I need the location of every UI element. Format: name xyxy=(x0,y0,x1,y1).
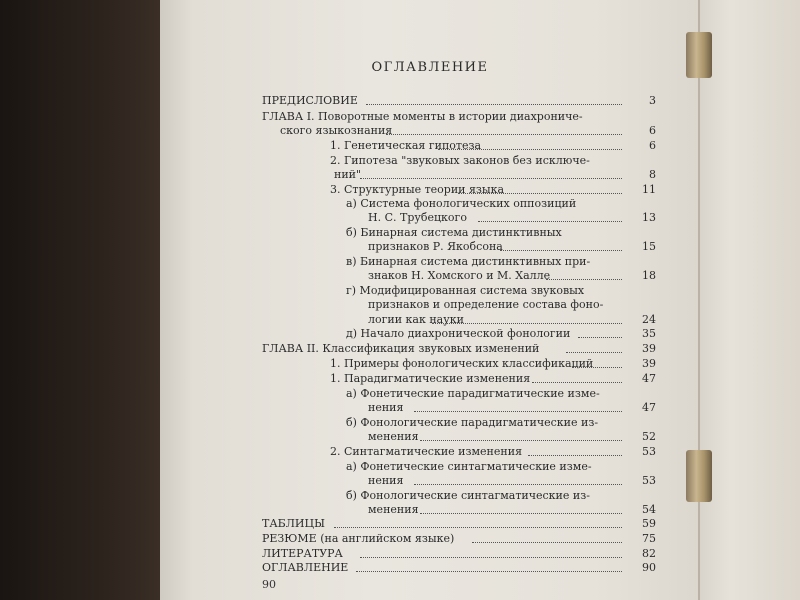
dot-leader xyxy=(334,526,622,528)
dot-leader xyxy=(500,249,622,251)
toc-entry-page: 47 xyxy=(642,372,656,385)
toc-entry-text: д) Начало диахронической фонологии xyxy=(346,327,571,340)
toc-entry-page: 3 xyxy=(649,94,656,107)
toc-entry-text: б) Фонологические парадигматические из- xyxy=(346,416,599,429)
dot-leader xyxy=(414,483,622,485)
toc-entry-text: б) Бинарная система дистинктивных xyxy=(346,226,562,239)
dot-leader xyxy=(472,541,622,543)
toc-entry-text: г) Модифицированная система звуковых xyxy=(346,284,585,297)
toc-entry-text: нения xyxy=(368,474,404,487)
dot-leader xyxy=(546,278,622,280)
toc-entry-text: 3. Структурные теории языка xyxy=(330,183,505,196)
toc-entry-page: 47 xyxy=(642,401,656,414)
dot-leader xyxy=(414,410,622,412)
toc-entry-page: 39 xyxy=(642,342,656,355)
toc-entry-text: ГЛАВА I. Поворотные моменты в истории диахрониче- xyxy=(262,110,583,123)
toc-entry-text: знаков Н. Хомского и М. Халле xyxy=(368,269,551,282)
toc-entry-page: 53 xyxy=(642,445,656,458)
toc-entry-page: 59 xyxy=(642,517,656,530)
toc-entry-page: 35 xyxy=(642,327,656,340)
toc-entry-text: ГЛАВА II. Классификация звуковых изменений xyxy=(262,342,540,355)
toc-entry-text: признаков и определение состава фоно- xyxy=(368,298,604,311)
toc-entry-text: а) Фонетические синтагматические изме- xyxy=(346,460,592,473)
dot-leader xyxy=(386,133,622,135)
page-number: 90 xyxy=(262,578,276,591)
toc-entry-text: 1. Генетическая гипотеза xyxy=(330,139,482,152)
toc-entry-text: 1. Примеры фонологических классификаций xyxy=(330,357,594,370)
dot-leader xyxy=(438,148,622,150)
dot-leader xyxy=(356,570,622,572)
dot-leader xyxy=(478,220,622,222)
toc-entry-text: ТАБЛИЦЫ xyxy=(262,517,325,530)
toc-entry-page: 24 xyxy=(642,313,656,326)
toc-entry-page: 75 xyxy=(642,532,656,545)
dot-leader xyxy=(458,192,622,194)
toc-heading: ОГЛАВЛЕНИЕ xyxy=(371,60,489,75)
dot-leader xyxy=(366,103,622,105)
toc-entry-text: а) Фонетические парадигматические изме- xyxy=(346,387,600,400)
toc-entry-text: менения xyxy=(368,430,419,443)
toc-entry-page: 53 xyxy=(642,474,656,487)
dot-leader xyxy=(420,439,622,441)
dot-leader xyxy=(420,512,622,514)
toc-entry-text: ний" xyxy=(334,168,362,181)
toc-entry-text: в) Бинарная система дистинктивных при- xyxy=(346,255,591,268)
toc-entry-text: нения xyxy=(368,401,404,414)
toc-entry-text: ПРЕДИСЛОВИЕ xyxy=(262,94,358,107)
toc-entry-page: 90 xyxy=(642,561,656,574)
toc-entry-page: 6 xyxy=(649,124,656,137)
dot-leader xyxy=(532,381,622,383)
toc-entry-page: 39 xyxy=(642,357,656,370)
toc-entry-text: РЕЗЮМЕ (на английском языке) xyxy=(262,532,455,545)
toc-entry-page: 82 xyxy=(642,547,656,560)
toc-entry-page: 18 xyxy=(642,269,656,282)
dot-leader xyxy=(528,454,622,456)
dot-leader xyxy=(360,177,622,179)
toc-entry-text: ОГЛАВЛЕНИЕ xyxy=(262,561,349,574)
toc-entry-page: 13 xyxy=(642,211,656,224)
toc-entry-text: 2. Синтагматические изменения xyxy=(330,445,523,458)
toc-entry-text: а) Система фонологических оппозиций xyxy=(346,197,577,210)
toc-entry-text: Н. С. Трубецкого xyxy=(368,211,467,224)
dot-leader xyxy=(572,366,622,368)
toc-entry-page: 54 xyxy=(642,503,656,516)
toc-entry-text: признаков Р. Якобсона xyxy=(368,240,503,253)
toc-entry-page: 52 xyxy=(642,430,656,443)
dot-leader xyxy=(432,322,622,324)
toc-entry-text: 2. Гипотеза "звуковых законов без исключе- xyxy=(330,154,590,167)
toc-entry-text: б) Фонологические синтагматические из- xyxy=(346,489,590,502)
toc-entry-page: 6 xyxy=(649,139,656,152)
toc-entry-text: ского языкознания xyxy=(280,124,393,137)
dot-leader xyxy=(360,556,622,558)
toc-entry-text: 1. Парадигматические изменения xyxy=(330,372,531,385)
toc-entry-page: 11 xyxy=(642,183,656,196)
toc-entry-page: 8 xyxy=(649,168,656,181)
dot-leader xyxy=(578,336,622,338)
toc-entry-text: логии как науки xyxy=(368,313,464,326)
toc-entry-text: менения xyxy=(368,503,419,516)
dot-leader xyxy=(566,351,622,353)
toc-entry-page: 15 xyxy=(642,240,656,253)
toc-entry-text: ЛИТЕРАТУРА xyxy=(262,547,343,560)
